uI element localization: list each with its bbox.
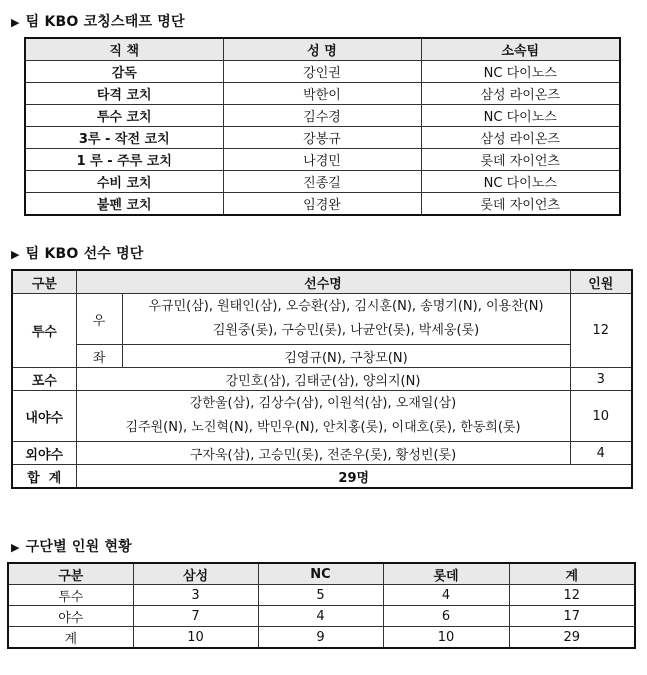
team-count-table	[7, 562, 636, 649]
header-nc: NC	[258, 563, 383, 585]
coach-name: 박한이	[223, 83, 421, 105]
header-team: 소속팀	[421, 38, 620, 61]
coach-name: 나경민	[223, 149, 421, 171]
outfield-count: 4	[570, 442, 632, 465]
coaching-staff-section-title: ▶ 팀 KBO 코칭스태프 명단	[11, 14, 185, 30]
samsung-count: 7	[133, 606, 258, 627]
coach-name: 진종길	[223, 171, 421, 193]
table-row	[25, 127, 620, 149]
header-name: 성 명	[223, 38, 421, 61]
table-row-pitcher-right	[12, 294, 632, 345]
team-count-section-title: ▶ 구단별 인원 현황	[11, 539, 132, 555]
row-total: 12	[509, 585, 635, 606]
pitcher-label: 투수	[12, 294, 76, 368]
coach-name: 강인권	[223, 61, 421, 83]
coach-team: 삼성 라이온즈	[421, 83, 620, 105]
catcher-players: 강민호(삼), 김태군(삼), 양의지(N)	[76, 368, 570, 391]
samsung-count: 10	[133, 627, 258, 649]
table-header-row	[25, 38, 620, 61]
header-players: 선수명	[76, 270, 570, 294]
lotte-count: 6	[383, 606, 509, 627]
right-hand-label: 우	[76, 294, 122, 345]
coach-team: 삼성 라이온즈	[421, 127, 620, 149]
row-total: 29	[509, 627, 635, 649]
row-total: 17	[509, 606, 635, 627]
nc-count: 9	[258, 627, 383, 649]
coach-role: 투수 코치	[25, 105, 223, 127]
coach-role: 수비 코치	[25, 171, 223, 193]
triangle-bullet-icon: ▶	[11, 541, 20, 554]
nc-count: 5	[258, 585, 383, 606]
total-label: 합 계	[12, 465, 76, 489]
pitcher-count: 12	[570, 294, 632, 368]
coach-role: 1 루 - 주루 코치	[25, 149, 223, 171]
infield-label: 내야수	[12, 391, 76, 442]
coach-role: 감독	[25, 61, 223, 83]
table-row	[25, 105, 620, 127]
outfield-label: 외야수	[12, 442, 76, 465]
coach-team: 롯데 자이언츠	[421, 149, 620, 171]
table-row-catcher	[12, 368, 632, 391]
coach-role: 타격 코치	[25, 83, 223, 105]
coach-team: NC 다이노스	[421, 171, 620, 193]
table-row-infield	[12, 391, 632, 442]
infield-count: 10	[570, 391, 632, 442]
catcher-count: 3	[570, 368, 632, 391]
table-header-row	[8, 563, 635, 585]
outfield-players: 구자욱(삼), 고승민(롯), 전준우(롯), 황성빈(롯)	[76, 442, 570, 465]
table-row	[25, 193, 620, 216]
header-role: 직 책	[25, 38, 223, 61]
row-label: 야수	[8, 606, 133, 627]
table-row	[8, 585, 635, 606]
coach-role: 3루 - 작전 코치	[25, 127, 223, 149]
table-row	[25, 149, 620, 171]
player-roster-table	[11, 269, 633, 489]
infield-players: 강한울(삼), 김상수(삼), 이원석(삼), 오재일(삼) 김주원(N), 노진혁(N), 박민우(N), 안치홍(롯), 이대호(롯), 한동희(롯)	[76, 391, 570, 442]
table-row	[8, 627, 635, 649]
coach-name: 김수경	[223, 105, 421, 127]
left-hand-pitchers: 김영규(N), 구창모(N)	[122, 345, 570, 368]
table-row-outfield	[12, 442, 632, 465]
header-total: 계	[509, 563, 635, 585]
table-row-pitcher-left	[12, 345, 632, 368]
lotte-count: 4	[383, 585, 509, 606]
coach-team: NC 다이노스	[421, 105, 620, 127]
coach-name: 임경완	[223, 193, 421, 216]
coach-role: 불펜 코치	[25, 193, 223, 216]
table-row	[25, 83, 620, 105]
row-label: 계	[8, 627, 133, 649]
coach-team: NC 다이노스	[421, 61, 620, 83]
row-label: 투수	[8, 585, 133, 606]
table-row	[8, 606, 635, 627]
nc-count: 4	[258, 606, 383, 627]
header-lotte: 롯데	[383, 563, 509, 585]
coach-name: 강봉규	[223, 127, 421, 149]
total-value: 29명	[76, 465, 632, 489]
table-row	[25, 61, 620, 83]
header-samsung: 삼성	[133, 563, 258, 585]
triangle-bullet-icon: ▶	[11, 248, 20, 261]
table-row	[25, 171, 620, 193]
catcher-label: 포수	[12, 368, 76, 391]
left-hand-label: 좌	[76, 345, 122, 368]
coaching-staff-table	[24, 37, 621, 216]
triangle-bullet-icon: ▶	[11, 16, 20, 29]
table-header-row	[12, 270, 632, 294]
player-roster-section-title: ▶ 팀 KBO 선수 명단	[11, 246, 144, 262]
samsung-count: 3	[133, 585, 258, 606]
right-hand-pitchers: 우규민(삼), 원태인(삼), 오승환(삼), 김시훈(N), 송명기(N), 이용찬(N) 김원중(롯), 구승민(롯), 나균안(롯), 박세웅(롯)	[122, 294, 570, 345]
header-category: 구분	[12, 270, 76, 294]
header-category: 구분	[8, 563, 133, 585]
header-count: 인원	[570, 270, 632, 294]
lotte-count: 10	[383, 627, 509, 649]
table-row-total	[12, 465, 632, 489]
coach-team: 롯데 자이언츠	[421, 193, 620, 216]
